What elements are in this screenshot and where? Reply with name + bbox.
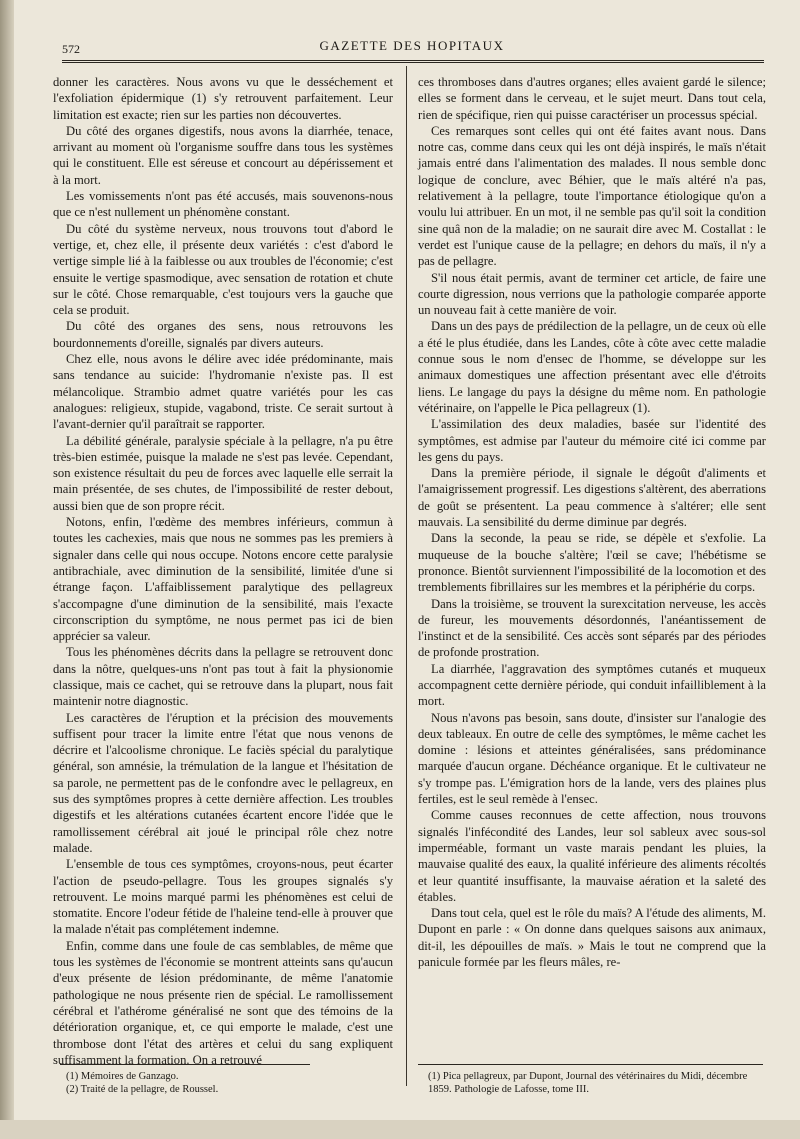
paragraph: ces thromboses dans d'autres organes; elles avaient gardé le silence; elles se forment dans le cerveau, et le sujet meurt. Dans tout cela, rien de spécifique, rien qui puisse caractériser un processus spécial. [418, 75, 766, 122]
footnote: (2) Traité de la pellagre, de Roussel. [66, 1084, 219, 1095]
footnote-rule [60, 1064, 310, 1065]
footnotes-right [428, 1070, 768, 1096]
paragraph: donner les caractères. Nous avons vu que le desséchement et l'exfoliation épidermique (1) s'y retrouvent parfaitement. Leur limitation est exacte; rien sur les parties non découvertes. [53, 75, 393, 122]
footnote-rule [418, 1064, 763, 1065]
page-number: 572 [62, 42, 80, 56]
paragraph: S'il nous était permis, avant de terminer cet article, de faire une courte digression, nous verrions que la pathologie comparée apporte un nouveau fait à cette manière de voir. [418, 270, 766, 318]
paragraph: Les caractères de l'éruption et la précision des mouvements suffisent pour tracer la limite entre l'état que nous venons de décrire et l'alcoolisme chronique. Le faciès spécial du paralytique général, son amnésie, la trémulation de la langue et l'hésitation de sa parole, ne permettent pas de le confondre avec le pellagreux, en sus des symptômes propres à cette dernière affection. Les troubles digestifs et les altérations cutanées écartent encore l'idée que le ramollissement cérébral ait joué le principal rôle chez notre malade. [53, 710, 393, 855]
paragraph: Dans un des pays de prédilection de la pellagre, un de ceux où elle a été le plus étudiée, dans les Landes, côte à côte avec cette maladie connue sous le nom d'ensec de l'homme, se développe sur les animaux domestiques une affection présentant avec elle d'étroits liens. Le langage du pays la désigne du même nom. En pathologie vétérinaire, on l'appelle le Pica pellagreux (1). [418, 319, 767, 415]
paragraph: Du côté des organes des sens, nous retrouvons les bourdonnements d'oreille, signalés par divers auteurs. [53, 319, 393, 350]
paragraph: Nous n'avons pas besoin, sans doute, d'insister sur l'analogie des deux tableaux. En outre de celle des symptômes, le même cachet les domine : lésions et atteintes généralisées, sans prédominance marquée d'aucun organe. Déchéance organique. Et le cultivateur ne s'y trompe pas. L'émigration hors de la lande, vers des plaines plus fertiles, est le seul remède à l'ensec. [418, 710, 766, 807]
column-divider [406, 66, 407, 1086]
page-bottom-edge [0, 1120, 800, 1139]
paragraph: Du côté des organes digestifs, nous avons la diarrhée, tenace, arrivant au moment où l'organisme souffre dans tous les systèmes qui le constituent. Elle est séreuse et concourt au dépérissement et à la mort. [53, 123, 393, 187]
page-header [62, 36, 762, 56]
paragraph: Dans tout cela, quel est le rôle du maïs? A l'étude des aliments, M. Dupont en parle : « On donne dans quelques saisons aux animaux, dit-il, les dépouilles de maïs. » Mais le tout ne comprend que la panicule formée par les fleurs mâles, re- [418, 906, 766, 970]
paragraph: Dans la première période, il signale le dégoût d'aliments et l'amaigrissement progressif. Les digestions s'altèrent, des aberrations de goût se présentent. La peau commence à s'altérer; elle sent mauvais. La sensibilité du derme diminue par degrés. [418, 466, 766, 530]
paragraph: Dans la seconde, la peau se ride, se dépèle et s'exfolie. La muqueuse de la bouche s'altère; l'œil se cave; l'hébétisme se prononce. Bientôt surviennent l'impossibilité de la locomotion et des tremblements fibrillaires sur les membres et la périphérie du corps. [418, 531, 766, 595]
paragraph: Ces remarques sont celles qui ont été faites avant nous. Dans notre cas, comme dans ceux qui les ont déjà inspirés, le maïs n'était jamais entré dans l'alimentation des malades. Il nous semble donc logique de conclure, avec Béhier, que le maïs altéré n'a pas, relativement à la pellagre, toute l'importance étiologique qu'on a voulu lui attribuer. En un mot, il ne semble pas qu'il soit la condition sine quâ non de la maladie; on ne saurait dire avec M. Costallat : le verdet est l'unique cause de la pellagre; en dehors du maïs, il n'y a pas de pellagre. [418, 123, 766, 269]
left-column [53, 74, 393, 1068]
paragraph: La débilité générale, paralysie spéciale à la pellagre, n'a pu être très-bien estimée, puisque la malade ne s'est pas levée. Cependant, son existence résultait du peu de forces avec laquelle elle serrait la main présentée, de ses chutes, de l'impossibilité de rester debout, aussi bien que de son propre récit. [53, 433, 393, 513]
footnote: (1) Mémoires de Ganzago. [66, 1071, 179, 1082]
paragraph: L'ensemble de tous ces symptômes, croyons-nous, peut écarter l'action de pseudo-pellagre. Tous les groupes signalés s'y retrouvent. Le moins marqué parmi les phénomènes est celui de stomatite. Encore l'odeur fétide de l'haleine tend-elle à prouver que la malade n'était pas complétement indemne. [53, 857, 393, 937]
paragraph: L'assimilation des deux maladies, basée sur l'identité des symptômes, est admise par l'auteur du mémoire cité ici comme par les gens du pays. [418, 417, 766, 464]
paragraph: Les vomissements n'ont pas été accusés, mais souvenons-nous que ce n'est nullement un phénomène constant. [53, 189, 393, 220]
footnotes-left [66, 1070, 366, 1096]
footnote: (1) Pica pellagreux, par Dupont, Journal des vétérinaires du Midi, décembre 1859. Pathologie de Lafosse, tome III. [428, 1071, 748, 1095]
header-double-rule [62, 60, 764, 63]
paragraph: Notons, enfin, l'œdème des membres inférieurs, commun à toutes les cachexies, mais que nous ne sommes pas les premiers à signaler dans celle qui nous occupe. Notons encore cette paralysie antibrachiale, avec diminution de la sensibilité, limitée d'une si étrange façon. L'affaiblissement paralytique des pellagreux s'accompagne d'une diminution de la sensibilité, mais l'exacte circonscription du symptôme, ne nous permet pas ici de bien apprécier sa valeur. [53, 515, 393, 644]
paragraph: Chez elle, nous avons le délire avec idée prédominante, mais sans tendance au suicide: l'hydromanie n'existe pas. Il est mélancolique. Strambio admet quatre variétés pour les cas analogues: religieux, stupide, vagabond, triste. Ce serait surtout à l'avant-dernier qu'il paraîtrait se rapporter. [53, 352, 393, 432]
paragraph: Enfin, comme dans une foule de cas semblables, de même que tous les systèmes de l'économie se montrent atteints sans qu'aucun d'eux présente de lésion prédominante, de même l'anatomie pathologique ne nous présente rien de spécial. Le ramollissement cérébral et l'athérome généralisé ne sont que des témoins de la détérioration organique, et, ce qui emporte le malade, c'est une thrombose dont l'état des artères et celui du sang expliquent suffisamment la formation. On a retrouvé [53, 938, 393, 1067]
running-title: GAZETTE DES HOPITAUX [319, 38, 505, 53]
paragraph: Tous les phénomènes décrits dans la pellagre se retrouvent donc dans la nôtre, quelques-uns n'ont pas tout à fait la physionomie classique, mais ce cachet, qui se retrouve dans la plupart, nous fait maintenir notre diagnostic. [53, 645, 393, 709]
paragraph: Dans la troisième, se trouvent la surexcitation nerveuse, les accès de fureur, les mouvements désordonnés, l'anéantissement de l'instinct et de la sensibilité. Ces accès sont séparés par des périodes de profonde prostration. [418, 596, 766, 660]
right-column [418, 74, 766, 970]
page-binding-edge [0, 0, 14, 1139]
paragraph: Du côté du système nerveux, nous trouvons tout d'abord le vertige, et, chez elle, il présente deux variétés : c'est d'abord le vertige simple lié à la faiblesse ou aux troubles de l'économie; c'est ensuite le vertige spasmodique, avec sensation de rotation et chute sur le côté. Chose remarquable, c'est toujours vers la gauche que cela se produit. [53, 221, 393, 318]
paragraph: Comme causes reconnues de cette affection, nous trouvons signalés l'infécondité des Landes, leur sol sableux avec sous-sol imperméable, formant un vaste marais pendant les pluies, la mauvaise qualité des eaux, la qualité inférieure des aliments récoltés et leur quantité insuffisante, la mauvaise aération et la saleté des étables. [418, 808, 766, 904]
paragraph: La diarrhée, l'aggravation des symptômes cutanés et muqueux accompagnent cette dernière période, qui conduit infailliblement à la mort. [418, 661, 766, 709]
